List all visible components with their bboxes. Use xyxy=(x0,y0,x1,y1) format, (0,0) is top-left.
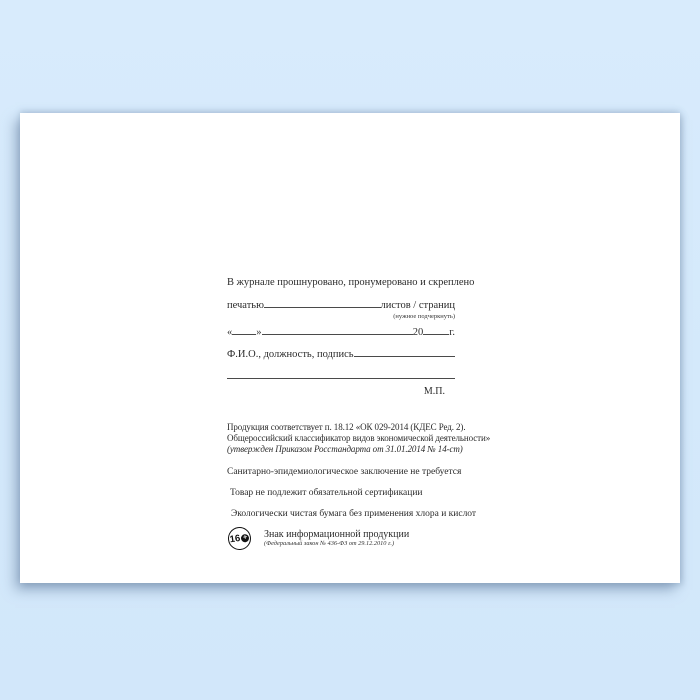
age-mark-label: Знак информационной продукции xyxy=(264,529,410,540)
fio-label: Ф.И.О., должность, подпись xyxy=(227,349,354,360)
blank-year-field xyxy=(423,333,449,335)
eco-paper-note: Экологически чистая бумага без применения хлора и кислот xyxy=(231,509,477,519)
underline-hint: (нужное подчеркнуть) xyxy=(393,313,455,320)
date-line xyxy=(227,326,455,339)
blank-continuation-line xyxy=(227,377,455,379)
sheets-pages-label: листов / страниц xyxy=(380,300,455,311)
age-number: 16 xyxy=(229,532,242,546)
seal-label: печатью xyxy=(227,300,264,311)
age-mark-law: (Федеральный закон № 436-ФЗ от 29.12.2010 г.) xyxy=(264,540,395,547)
quote-open: « xyxy=(227,327,233,338)
back-cover-text-block xyxy=(227,276,491,550)
age-plus-icon: + xyxy=(241,533,250,542)
compliance-paragraph xyxy=(227,422,491,455)
age-16plus-icon xyxy=(227,526,253,552)
seal-line xyxy=(227,299,455,312)
blank-signature-field xyxy=(354,355,455,357)
sanitary-note: Санитарно-эпидемиологическое заключение не требуется xyxy=(227,467,462,477)
year-suffix: г. xyxy=(449,327,455,338)
compliance-line-3: (утвержден Приказом Росстандарта от 31.01.2014 № 14-ст) xyxy=(227,444,463,454)
fio-line xyxy=(227,348,455,361)
blank-month-field xyxy=(262,333,413,335)
certification-note: Товар не подлежит обязательной сертификации xyxy=(230,488,423,498)
compliance-line-2: Общероссийский классификатор видов экономической деятельности» xyxy=(227,433,491,443)
age-mark-row xyxy=(227,527,455,550)
quote-close: » xyxy=(256,327,262,338)
binding-statement-line: В журнале прошнуровано, пронумеровано и скреплено xyxy=(227,277,475,288)
journal-back-cover-page xyxy=(20,113,680,583)
blank-line xyxy=(264,306,381,308)
year-prefix: 20 xyxy=(412,327,424,338)
age-mark-text xyxy=(264,529,409,548)
blank-day-field xyxy=(232,333,256,335)
compliance-line-1: Продукция соответствует п. 18.12 «ОК 029-2014 (КДЕС Ред. 2). xyxy=(227,422,466,432)
stamp-place-label: М.П. xyxy=(423,386,445,397)
